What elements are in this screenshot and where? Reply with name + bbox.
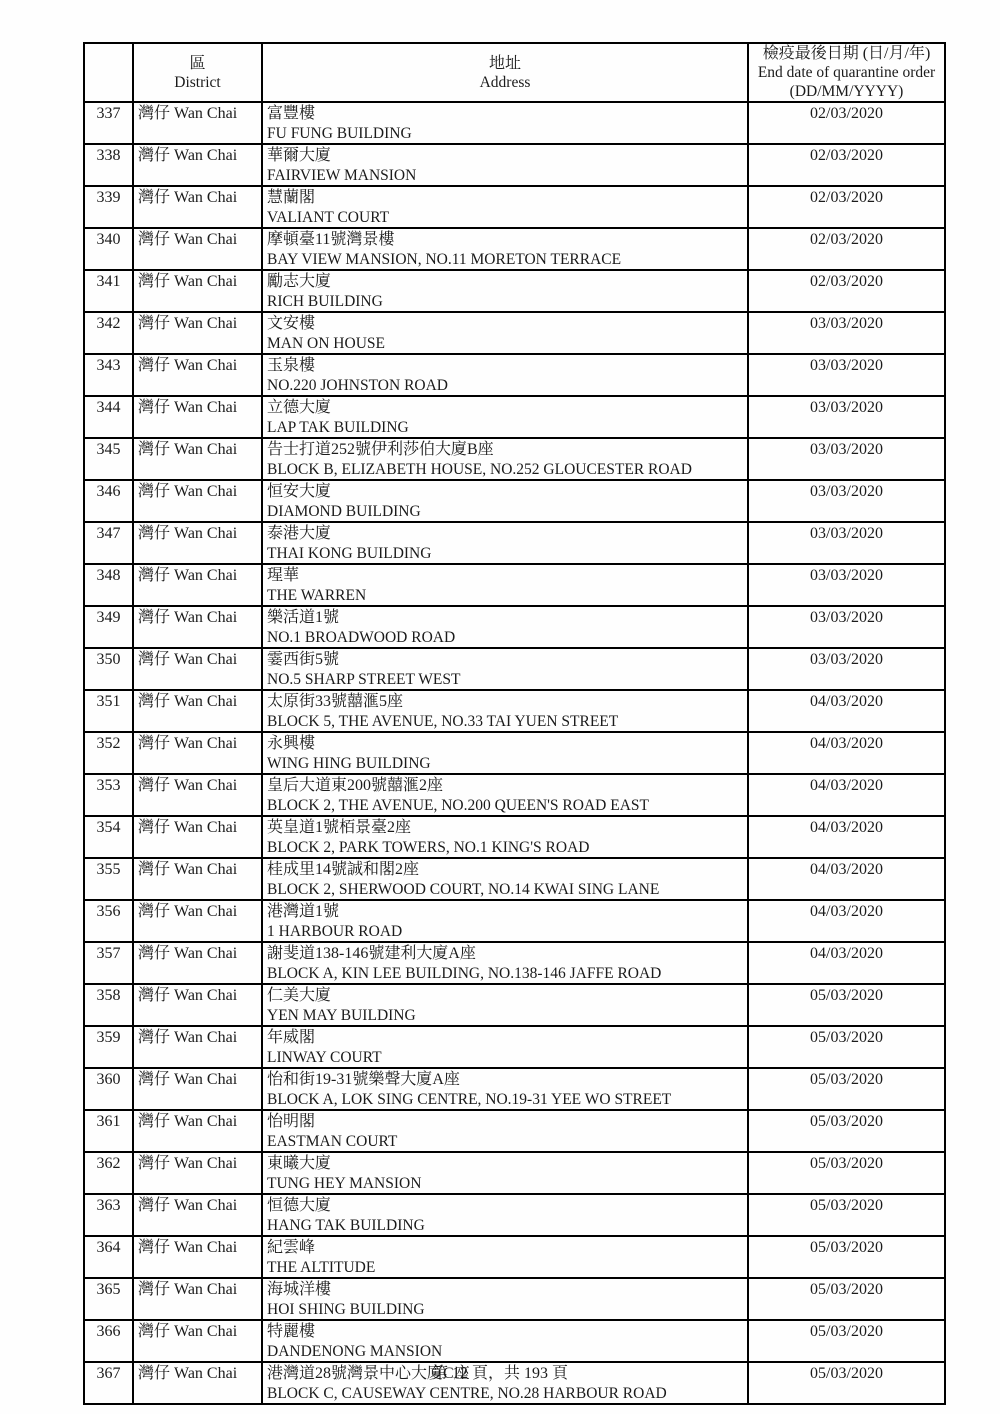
date-cell: 05/03/2020 [748, 1152, 945, 1194]
district-cell: 灣仔 Wan Chai [133, 774, 262, 816]
address-cell [262, 1152, 748, 1194]
address-cell [262, 648, 748, 690]
address-english: NO.220 JOHNSTON ROAD [267, 377, 448, 394]
row-number: 361 [84, 1110, 133, 1152]
address-english: THE WARREN [267, 587, 367, 604]
date-cell: 05/03/2020 [748, 984, 945, 1026]
address-chinese: 瑆華 [267, 567, 300, 584]
district-cell: 灣仔 Wan Chai [133, 690, 262, 732]
address-english: BLOCK B, ELIZABETH HOUSE, NO.252 GLOUCESTER ROAD [267, 461, 692, 478]
row-number: 344 [84, 396, 133, 438]
date-cell: 02/03/2020 [748, 228, 945, 270]
address-cell [262, 774, 748, 816]
table-row [84, 606, 945, 648]
row-number: 367 [84, 1362, 133, 1404]
address-chinese: 海城洋樓 [267, 1281, 332, 1298]
district-cell: 灣仔 Wan Chai [133, 1194, 262, 1236]
address-chinese: 謝斐道138-146號建利大廈A座 [267, 945, 476, 962]
table-row [84, 900, 945, 942]
row-number: 346 [84, 480, 133, 522]
address-chinese: 特麗樓 [267, 1323, 316, 1340]
row-number: 355 [84, 858, 133, 900]
date-cell: 04/03/2020 [748, 900, 945, 942]
header-address-zh: 地址 [488, 54, 521, 72]
address-chinese: 港灣道1號 [267, 903, 340, 920]
district-cell: 灣仔 Wan Chai [133, 480, 262, 522]
table-row [84, 1320, 945, 1362]
district-cell: 灣仔 Wan Chai [133, 984, 262, 1026]
district-cell: 灣仔 Wan Chai [133, 228, 262, 270]
address-chinese: 摩頓臺11號灣景樓 [267, 231, 395, 248]
table-row [84, 774, 945, 816]
header-date-line3: (DD/MM/YYYY) [789, 83, 904, 100]
table-row [84, 1068, 945, 1110]
address-english: HANG TAK BUILDING [267, 1217, 425, 1234]
address-cell [262, 312, 748, 354]
address-english: FU FUNG BUILDING [267, 125, 412, 142]
district-cell: 灣仔 Wan Chai [133, 1026, 262, 1068]
address-english: WING HING BUILDING [267, 755, 431, 772]
address-chinese: 華爾大廈 [267, 147, 332, 164]
table-row [84, 984, 945, 1026]
address-cell [262, 858, 748, 900]
row-number: 348 [84, 564, 133, 606]
district-cell: 灣仔 Wan Chai [133, 1362, 262, 1404]
address-chinese: 恒德大廈 [267, 1197, 332, 1214]
row-number: 339 [84, 186, 133, 228]
address-english: YEN MAY BUILDING [267, 1007, 416, 1024]
row-number: 365 [84, 1278, 133, 1320]
date-cell: 03/03/2020 [748, 648, 945, 690]
address-chinese: 勵志大廈 [267, 273, 332, 290]
address-cell [262, 1278, 748, 1320]
row-number: 347 [84, 522, 133, 564]
address-chinese: 永興樓 [267, 735, 316, 752]
address-chinese: 告士打道252號伊利莎伯大廈B座 [267, 441, 494, 458]
address-chinese: 恒安大廈 [267, 483, 332, 500]
row-number: 363 [84, 1194, 133, 1236]
address-chinese: 皇后大道東200號囍滙2座 [267, 777, 444, 794]
address-chinese: 東曦大廈 [267, 1155, 332, 1172]
address-english: BAY VIEW MANSION, NO.11 MORETON TERRACE [267, 251, 622, 268]
row-number: 342 [84, 312, 133, 354]
row-number: 364 [84, 1236, 133, 1278]
address-cell [262, 984, 748, 1026]
district-cell: 灣仔 Wan Chai [133, 1236, 262, 1278]
row-number: 338 [84, 144, 133, 186]
address-cell [262, 1026, 748, 1068]
address-cell [262, 606, 748, 648]
district-cell: 灣仔 Wan Chai [133, 900, 262, 942]
date-cell: 05/03/2020 [748, 1236, 945, 1278]
address-chinese: 泰港大廈 [267, 525, 332, 542]
address-cell [262, 522, 748, 564]
address-english: HOI SHING BUILDING [267, 1301, 425, 1318]
row-number: 343 [84, 354, 133, 396]
table-row [84, 858, 945, 900]
address-english: MAN ON HOUSE [267, 335, 385, 352]
table-row [84, 186, 945, 228]
header-date-line2: End date of quarantine order [757, 64, 936, 81]
table-row [84, 564, 945, 606]
address-cell [262, 900, 748, 942]
district-cell: 灣仔 Wan Chai [133, 816, 262, 858]
date-cell: 05/03/2020 [748, 1278, 945, 1320]
table-row [84, 102, 945, 144]
table-row [84, 690, 945, 732]
header-date-line1: 檢疫最後日期 (日/月/年) [762, 45, 931, 62]
table-row [84, 1026, 945, 1068]
date-cell: 03/03/2020 [748, 312, 945, 354]
table-row [84, 1278, 945, 1320]
address-chinese: 港灣道28號灣景中心大廈C座 [267, 1365, 470, 1382]
row-number: 345 [84, 438, 133, 480]
address-english: BLOCK 2, PARK TOWERS, NO.1 KING'S ROAD [267, 839, 590, 856]
address-chinese: 玉泉樓 [267, 357, 316, 374]
address-cell [262, 690, 748, 732]
table-row [84, 1236, 945, 1278]
table-row [84, 1110, 945, 1152]
district-cell: 灣仔 Wan Chai [133, 354, 262, 396]
row-number: 350 [84, 648, 133, 690]
address-cell [262, 144, 748, 186]
date-cell: 03/03/2020 [748, 480, 945, 522]
address-cell [262, 1194, 748, 1236]
address-english: BLOCK 5, THE AVENUE, NO.33 TAI YUEN STREET [267, 713, 619, 730]
table-row [84, 312, 945, 354]
address-english: BLOCK 2, SHERWOOD COURT, NO.14 KWAI SING LANE [267, 881, 660, 898]
address-english: LINWAY COURT [267, 1049, 382, 1066]
header-row [84, 43, 945, 102]
district-cell: 灣仔 Wan Chai [133, 312, 262, 354]
address-chinese: 霎西街5號 [267, 651, 340, 668]
table-row [84, 354, 945, 396]
header-district-en: District [174, 73, 221, 91]
address-chinese: 紀雲峰 [267, 1239, 316, 1256]
district-cell: 灣仔 Wan Chai [133, 270, 262, 312]
row-number: 341 [84, 270, 133, 312]
table-row [84, 1194, 945, 1236]
district-cell: 灣仔 Wan Chai [133, 942, 262, 984]
district-cell: 灣仔 Wan Chai [133, 606, 262, 648]
table-body [84, 102, 945, 1404]
address-english: DIAMOND BUILDING [267, 503, 421, 520]
address-english: LAP TAK BUILDING [267, 419, 409, 436]
address-chinese: 年威閣 [267, 1029, 316, 1046]
header-district-zh: 區 [189, 54, 206, 72]
district-cell: 灣仔 Wan Chai [133, 648, 262, 690]
district-cell: 灣仔 Wan Chai [133, 186, 262, 228]
table-row [84, 816, 945, 858]
table-row [84, 522, 945, 564]
address-english: EASTMAN COURT [267, 1133, 398, 1150]
address-cell [262, 354, 748, 396]
address-chinese: 桂成里14號誠和閣2座 [267, 861, 420, 878]
row-number: 357 [84, 942, 133, 984]
table-header [84, 43, 945, 102]
header-district [133, 43, 262, 102]
date-cell: 04/03/2020 [748, 942, 945, 984]
district-cell: 灣仔 Wan Chai [133, 102, 262, 144]
table-row [84, 228, 945, 270]
row-number: 352 [84, 732, 133, 774]
table-row [84, 1152, 945, 1194]
address-cell [262, 228, 748, 270]
row-number: 353 [84, 774, 133, 816]
address-english: DANDENONG MANSION [267, 1343, 443, 1360]
address-cell [262, 102, 748, 144]
table-row [84, 480, 945, 522]
row-number: 359 [84, 1026, 133, 1068]
date-cell: 04/03/2020 [748, 858, 945, 900]
district-cell: 灣仔 Wan Chai [133, 564, 262, 606]
row-number: 337 [84, 102, 133, 144]
date-cell: 02/03/2020 [748, 186, 945, 228]
date-cell: 03/03/2020 [748, 354, 945, 396]
address-english: TUNG HEY MANSION [267, 1175, 422, 1192]
address-english: NO.5 SHARP STREET WEST [267, 671, 461, 688]
address-cell [262, 1110, 748, 1152]
district-cell: 灣仔 Wan Chai [133, 144, 262, 186]
row-number: 366 [84, 1320, 133, 1362]
date-cell: 05/03/2020 [748, 1362, 945, 1404]
address-chinese: 樂活道1號 [267, 609, 340, 626]
table-row [84, 270, 945, 312]
address-chinese: 仁美大廈 [267, 987, 332, 1004]
address-english: BLOCK A, KIN LEE BUILDING, NO.138-146 JAFFE ROAD [267, 965, 662, 982]
row-number: 356 [84, 900, 133, 942]
table-row [84, 396, 945, 438]
address-english: FAIRVIEW MANSION [267, 167, 417, 184]
address-english: NO.1 BROADWOOD ROAD [267, 629, 456, 646]
address-cell [262, 270, 748, 312]
address-cell [262, 564, 748, 606]
date-cell: 03/03/2020 [748, 606, 945, 648]
page-number-footer: 第 12 頁，共 193 頁 [431, 1365, 568, 1382]
table-row [84, 942, 945, 984]
address-chinese: 慧蘭閣 [267, 189, 316, 206]
address-cell [262, 732, 748, 774]
address-cell [262, 816, 748, 858]
district-cell: 灣仔 Wan Chai [133, 522, 262, 564]
quarantine-building-table [83, 42, 946, 1405]
header-address [262, 43, 748, 102]
district-cell: 灣仔 Wan Chai [133, 1320, 262, 1362]
address-english: RICH BUILDING [267, 293, 383, 310]
address-chinese: 文安樓 [267, 315, 316, 332]
date-cell: 03/03/2020 [748, 396, 945, 438]
date-cell: 02/03/2020 [748, 144, 945, 186]
address-english: BLOCK 2, THE AVENUE, NO.200 QUEEN'S ROAD EAST [267, 797, 649, 814]
address-cell [262, 1236, 748, 1278]
address-cell [262, 942, 748, 984]
address-chinese: 怡明閣 [267, 1113, 316, 1130]
address-cell [262, 1320, 748, 1362]
district-cell: 灣仔 Wan Chai [133, 858, 262, 900]
address-chinese: 怡和街19-31號樂聲大廈A座 [267, 1071, 460, 1088]
row-number: 340 [84, 228, 133, 270]
row-number: 349 [84, 606, 133, 648]
address-english: THAI KONG BUILDING [267, 545, 432, 562]
district-cell: 灣仔 Wan Chai [133, 1152, 262, 1194]
date-cell: 05/03/2020 [748, 1194, 945, 1236]
date-cell: 04/03/2020 [748, 816, 945, 858]
date-cell: 02/03/2020 [748, 102, 945, 144]
date-cell: 03/03/2020 [748, 564, 945, 606]
address-cell [262, 480, 748, 522]
date-cell: 04/03/2020 [748, 774, 945, 816]
row-number: 358 [84, 984, 133, 1026]
address-chinese: 富豐樓 [267, 105, 316, 122]
row-number: 360 [84, 1068, 133, 1110]
date-cell: 05/03/2020 [748, 1110, 945, 1152]
address-cell [262, 438, 748, 480]
table-row [84, 144, 945, 186]
address-cell [262, 1068, 748, 1110]
address-chinese: 立德大廈 [267, 399, 332, 416]
date-cell: 03/03/2020 [748, 438, 945, 480]
address-chinese: 英皇道1號栢景臺2座 [267, 819, 412, 836]
address-english: BLOCK C, CAUSEWAY CENTRE, NO.28 HARBOUR ROAD [267, 1385, 667, 1402]
row-number: 351 [84, 690, 133, 732]
date-cell: 03/03/2020 [748, 522, 945, 564]
address-english: BLOCK A, LOK SING CENTRE, NO.19-31 YEE WO STREET [267, 1091, 672, 1108]
district-cell: 灣仔 Wan Chai [133, 732, 262, 774]
header-date [748, 43, 945, 102]
district-cell: 灣仔 Wan Chai [133, 438, 262, 480]
district-cell: 灣仔 Wan Chai [133, 1278, 262, 1320]
table-row [84, 438, 945, 480]
header-address-en: Address [479, 73, 531, 91]
address-english: VALIANT COURT [267, 209, 390, 226]
date-cell: 05/03/2020 [748, 1026, 945, 1068]
date-cell: 04/03/2020 [748, 732, 945, 774]
date-cell: 05/03/2020 [748, 1320, 945, 1362]
row-number: 354 [84, 816, 133, 858]
district-cell: 灣仔 Wan Chai [133, 1110, 262, 1152]
address-cell [262, 186, 748, 228]
address-english: THE ALTITUDE [267, 1259, 376, 1276]
address-english: 1 HARBOUR ROAD [267, 923, 403, 940]
table-row [84, 732, 945, 774]
district-cell: 灣仔 Wan Chai [133, 396, 262, 438]
address-cell [262, 396, 748, 438]
header-index [84, 43, 133, 102]
date-cell: 05/03/2020 [748, 1068, 945, 1110]
district-cell: 灣仔 Wan Chai [133, 1068, 262, 1110]
date-cell: 02/03/2020 [748, 270, 945, 312]
address-chinese: 太原街33號囍滙5座 [267, 693, 404, 710]
table-row [84, 648, 945, 690]
date-cell: 04/03/2020 [748, 690, 945, 732]
row-number: 362 [84, 1152, 133, 1194]
